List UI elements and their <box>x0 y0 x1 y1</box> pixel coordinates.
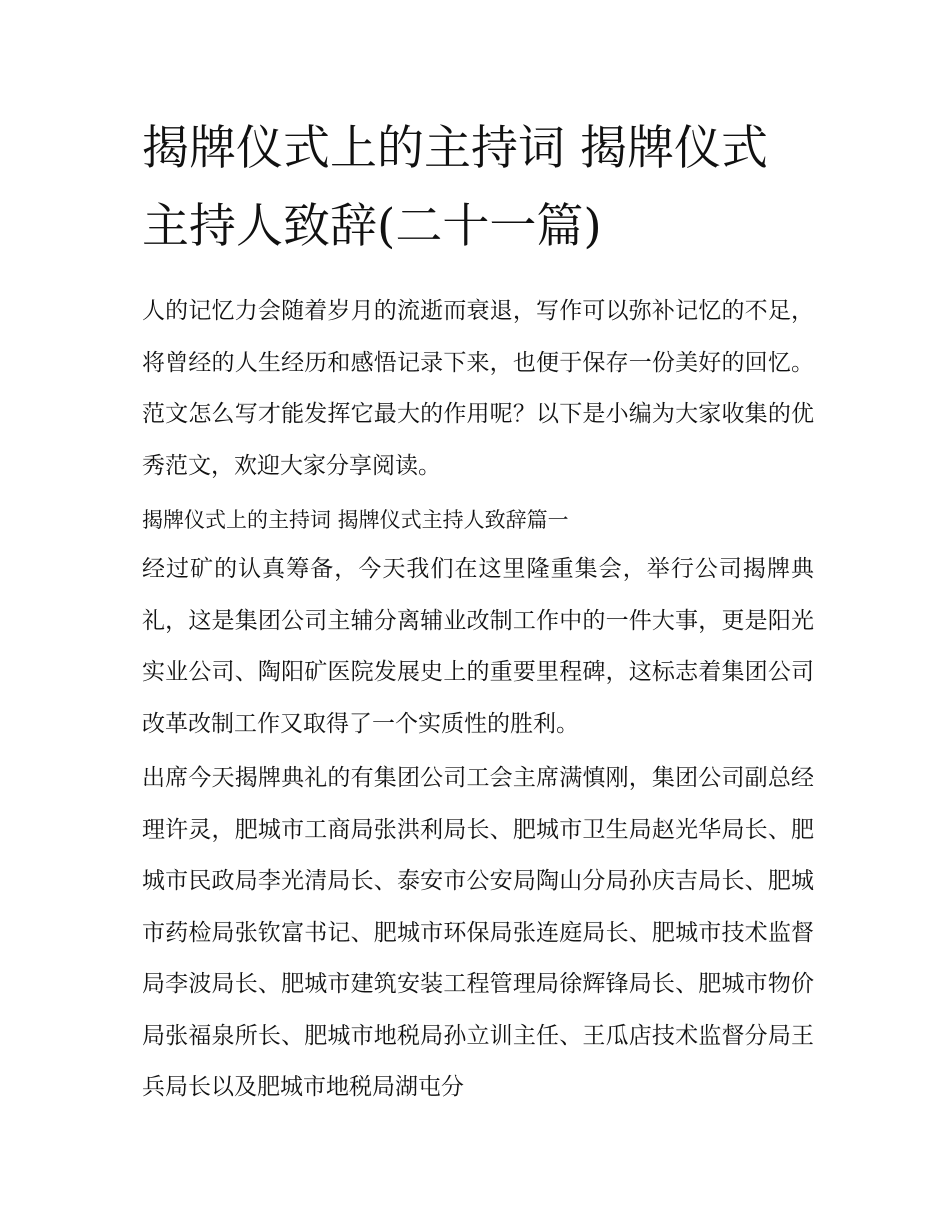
document-page <box>142 110 814 1114</box>
intro-paragraph: 人的记忆力会随着岁月的流逝而衰退，写作可以弥补记忆的不足，将曾经的人生经历和感悟记录下来，也便于保存一份美好的回忆。范文怎么写才能发挥它最大的作用呢？以下是小编为大家收集的优秀范文，欢迎大家分享阅读。 <box>142 298 814 479</box>
body-paragraph-2: 出席今天揭牌典礼的有集团公司工会主席满慎刚，集团公司副总经理许灵，肥城市工商局张洪利局长、肥城市卫生局赵光华局长、肥城市民政局李光清局长、泰安市公安局陶山分局孙庆吉局长、肥城市药检局张钦富书记、肥城市环保局张连庭局长、肥城市技术监督局李波局长、肥城市建筑安装工程管理局徐辉锋局长、肥城市物价局张福泉所长、肥城市地税局孙立训主任、王瓜店技术监督分局王兵局长以及肥城市地税局湖屯分 <box>142 765 814 1100</box>
section-heading: 揭牌仪式上的主持词 揭牌仪式主持人致辞篇一 <box>142 508 569 532</box>
document-title: 揭牌仪式上的主持词 揭牌仪式主持人致辞(二十一篇) <box>142 121 768 254</box>
body-paragraph-1: 经过矿的认真筹备，今天我们在这里隆重集会，举行公司揭牌典礼，这是集团公司主辅分离辅业改制工作中的一件大事，更是阳光实业公司、陶阳矿医院发展史上的重要里程碑，这标志着集团公司改革改制工作又取得了一个实质性的胜利。 <box>142 556 814 737</box>
